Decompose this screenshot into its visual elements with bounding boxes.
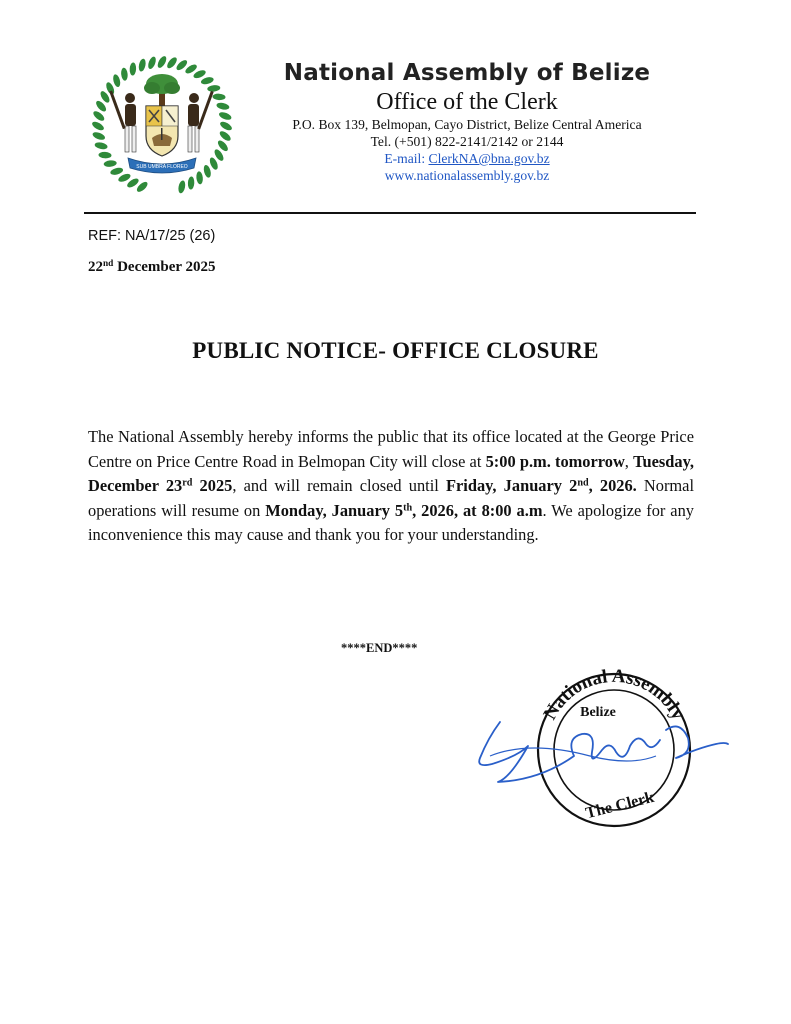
letterhead (252, 58, 682, 184)
laurel-leaf (91, 120, 105, 132)
laurel-leaf (203, 164, 213, 178)
laurel-leaf (216, 102, 230, 111)
laurel-leaf (147, 56, 158, 70)
laurel-leaf (219, 120, 233, 132)
laurel-leaf (138, 58, 147, 72)
body-bold-reopen-until (446, 476, 637, 495)
closing-date-suffix: rd (182, 477, 193, 489)
date-rest: December 2025 (113, 259, 216, 275)
body-text-1: The National Assembly hereby informs the public that its office located at the George Price Centre on Price Centre Road in Belmopan City will close at (88, 427, 694, 471)
organization-name: National Assembly of Belize (283, 60, 651, 86)
body-text-4: Normal operations will resume on (88, 476, 694, 520)
laurel-leaf (207, 85, 221, 93)
email-label: E-mail: (384, 151, 429, 166)
shield (146, 106, 178, 156)
right-supporter-figure (188, 91, 214, 152)
laurel-leaf (112, 74, 122, 88)
laurel-leaf (156, 55, 168, 69)
laurel-leaf (196, 171, 204, 185)
crest-motto: SUB UMBRA FLOREO (136, 164, 188, 170)
laurel-leaf (200, 76, 214, 86)
closed-until-year: , 2026. (588, 476, 637, 495)
laurel-leaf (177, 180, 186, 194)
laurel-leaf (218, 111, 232, 122)
email-line (252, 150, 682, 167)
closing-date: Tuesday, December 23 (88, 451, 694, 495)
laurel-leaf (92, 131, 106, 142)
laurel-leaf (110, 167, 124, 177)
body-bold-time: 5:00 p.m. tomorrow (485, 451, 625, 471)
body-text-2: , (624, 451, 634, 471)
date-day-suffix: nd (103, 258, 114, 269)
resume-date: Monday, January 5 (265, 500, 404, 520)
official-stamp-and-signature (470, 660, 730, 835)
closed-until-date: Friday, January 2 (445, 476, 578, 495)
date-day: 22 (88, 259, 103, 275)
header-divider (84, 212, 696, 214)
notice-date (88, 259, 216, 276)
telephone: Tel. (+501) 822-2141/2142 or 2144 (370, 134, 564, 149)
postal-address: P.O. Box 139, Belmopan, Cayo District, Belize Central America (292, 117, 642, 132)
notice-title: PUBLIC NOTICE- OFFICE CLOSURE (192, 338, 599, 363)
mahogany-tree (144, 74, 180, 106)
closed-until-suffix: nd (577, 477, 589, 489)
reference-number: REF: NA/17/25 (26) (88, 228, 216, 244)
email-link[interactable]: ClerkNA@bna.gov.bz (428, 151, 550, 166)
laurel-leaf (121, 67, 129, 81)
laurel-leaf (188, 176, 195, 189)
laurel-leaf (212, 93, 225, 100)
laurel-leaf (103, 160, 117, 168)
stamp-bottom-text: The Clerk (583, 788, 656, 823)
stamp-top-text-path: National Assembly (539, 665, 689, 724)
laurel-leaf (98, 152, 111, 159)
clerk-signature (479, 722, 728, 782)
body-text-5: . We apologize for any inconvenience this may cause and thank you for your understanding. (88, 500, 694, 544)
body-text-3: , and will remain closed until (232, 476, 446, 495)
notice-body (88, 425, 694, 548)
laurel-leaf (129, 62, 136, 75)
website-link[interactable]: www.nationalassembly.gov.bz (384, 168, 550, 183)
closing-date-year: 2025 (192, 476, 233, 495)
stamp-center-text: Belize (580, 705, 616, 720)
body-bold-resume-date (265, 501, 542, 520)
motto-ribbon (128, 158, 196, 173)
end-marker: ****END**** (341, 641, 418, 655)
office-name: Office of the Clerk (376, 89, 558, 115)
belize-coat-of-arms (90, 54, 234, 198)
left-supporter-figure (109, 91, 136, 152)
laurel-leaf (94, 141, 108, 150)
resume-date-suffix: th (403, 501, 413, 513)
resume-date-time: , 2026, at 8:00 a.m (412, 500, 543, 520)
